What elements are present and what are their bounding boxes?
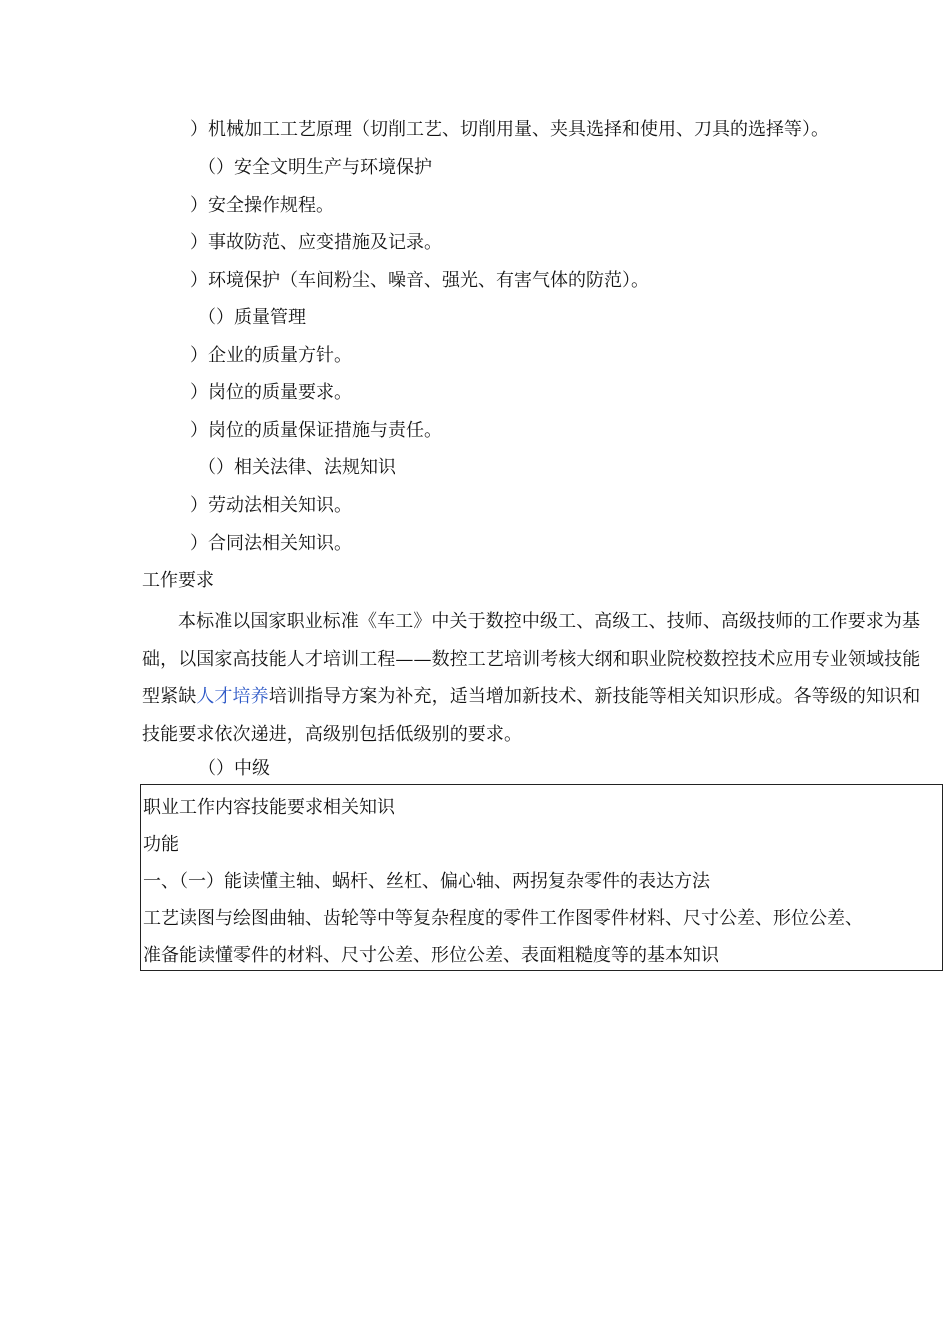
body-paragraph — [142, 603, 932, 753]
skills-table — [140, 784, 943, 971]
paragraph-text: 本标准以国家职业标准《车工》中关于数控中级工、高级工、技师、高级技师的工作要求为基础，以国家高技能人才培训工程——数控工艺培训考核大纲和职业院校数控技术应用专业领域技能型紧缺 — [142, 611, 921, 707]
list-item: ）事故防范、应变措施及记录。 — [190, 232, 442, 253]
table-row: 功能 — [143, 834, 179, 855]
table-row: 准备能读懂零件的材料、尺寸公差、形位公差、表面粗糙度等的基本知识 — [143, 945, 719, 966]
level-heading: （）中级 — [198, 758, 270, 779]
table-row: 工艺读图与绘图曲轴、齿轮等中等复杂程度的零件工作图零件材料、尺寸公差、形位公差、 — [143, 908, 863, 929]
subsection-heading: （）质量管理 — [198, 307, 306, 328]
talent-training-link[interactable]: 人才培养 — [196, 686, 269, 707]
subsection-heading: （）相关法律、法规知识 — [198, 457, 396, 478]
list-item: ）安全操作规程。 — [190, 195, 334, 216]
list-item: ）合同法相关知识。 — [190, 533, 352, 554]
list-item: ）企业的质量方针。 — [190, 345, 352, 366]
subsection-heading: （）安全文明生产与环境保护 — [198, 157, 432, 178]
list-item: ）劳动法相关知识。 — [190, 495, 352, 516]
section-title: 工作要求 — [142, 570, 214, 591]
table-row: 一、（一）能读懂主轴、蜗杆、丝杠、偏心轴、两拐复杂零件的表达方法 — [143, 871, 710, 892]
list-item: ）机械加工工艺原理（切削工艺、切削用量、夹具选择和使用、刀具的选择等）。 — [190, 119, 829, 140]
list-item: ）岗位的质量保证措施与责任。 — [190, 420, 442, 441]
list-item: ）岗位的质量要求。 — [190, 382, 352, 403]
table-row: 职业工作内容技能要求相关知识 — [143, 797, 395, 818]
paragraph-text: 培训指导方案为补充，适当增加新技术、新技能等相关知识形成。各等级的知识和技能要求依次递进，高级别包括低级别的要求。 — [142, 686, 921, 745]
list-item: ）环境保护（车间粉尘、噪音、强光、有害气体的防范）。 — [190, 270, 649, 291]
